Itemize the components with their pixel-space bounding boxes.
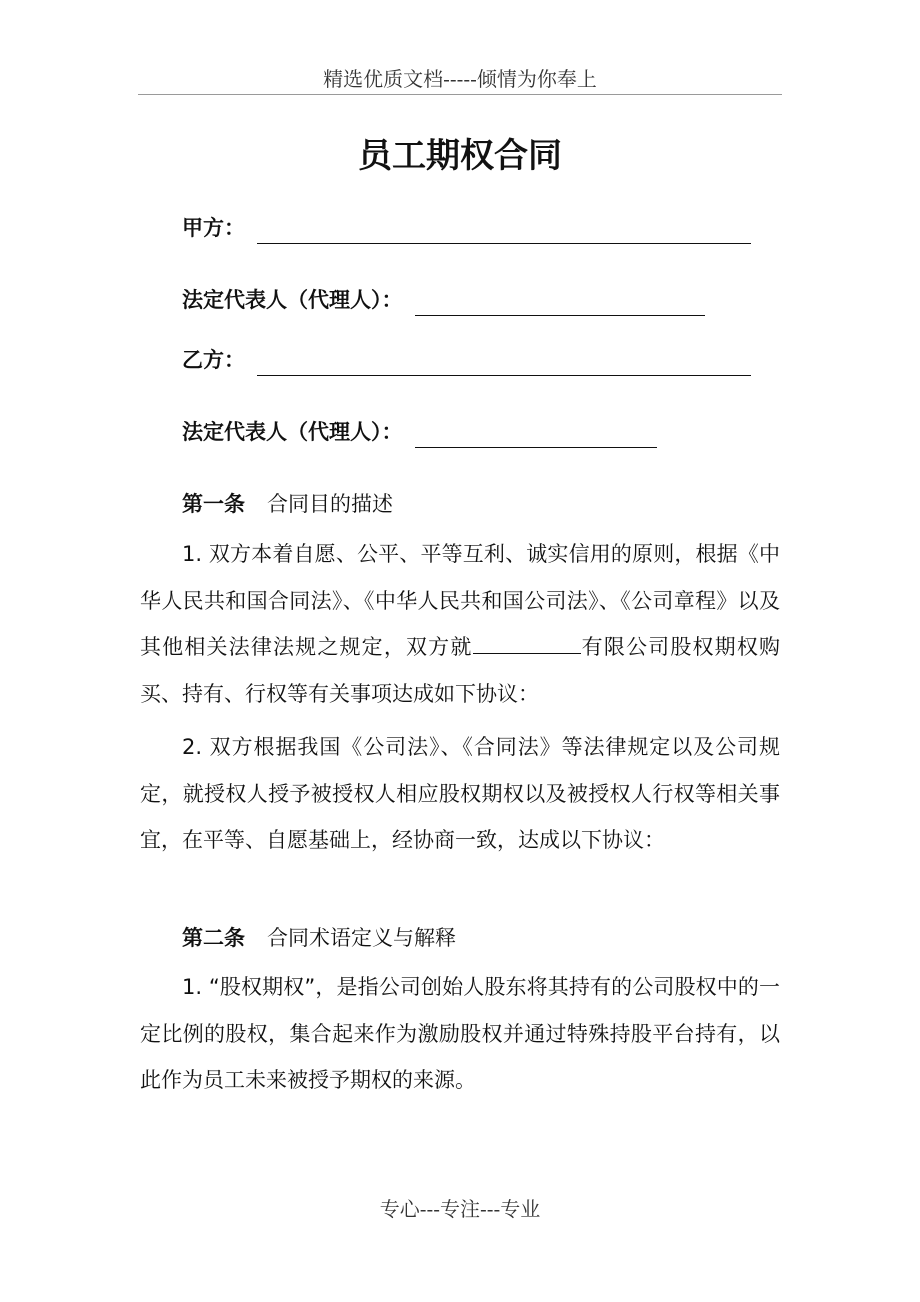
- party-b-rep-blank: [415, 421, 657, 448]
- party-b-rep-label: 法定代表人（代理人）：: [182, 420, 403, 444]
- article-2-title: 合同术语定义与解释: [267, 926, 456, 950]
- page-footer: 专心---专注---专业: [379, 1197, 541, 1221]
- document-title: 员工期权合同: [358, 136, 562, 176]
- header-divider: [138, 94, 782, 95]
- party-b-label: 乙方：: [182, 348, 245, 372]
- party-b-rep-field: [182, 416, 657, 448]
- party-a-label: 甲方：: [182, 216, 245, 240]
- company-name-blank: [473, 631, 581, 654]
- party-a-blank: [257, 217, 751, 244]
- article-1-heading: [182, 488, 393, 520]
- article-1-paragraph-1: [140, 531, 780, 717]
- party-b-blank: [257, 349, 751, 376]
- article-2-heading: [182, 922, 456, 954]
- party-a-rep-blank: [415, 289, 705, 316]
- party-a-field: [182, 212, 751, 244]
- article-2-number: 第二条: [182, 926, 245, 950]
- article-1-paragraph-2: 2. 双方根据我国《公司法》、《合同法》等法律规定以及公司规定，就授权人授予被授权人相应股权期权以及被授权人行权等相关事宜，在平等、自愿基础上，经协商一致，达成以下协议：: [140, 735, 780, 852]
- article-2-paragraph-1: 1. “股权期权”，是指公司创始人股东将其持有的公司股权中的一定比例的股权，集合起来作为激励股权并通过特殊持股平台持有，以此作为员工未来被授予期权的来源。: [140, 975, 780, 1092]
- party-b-field: [182, 344, 751, 376]
- article-1-para-1-text-before: 1. 双方本着自愿、公平、平等互利、诚实信用的原则，根据《中华人民共和国合同法》、《中华人民共和国公司法》、《公司章程》以及其他相关法律法规之规定，双方就: [140, 542, 780, 659]
- page-header: 精选优质文档-----倾情为你奉上: [323, 67, 597, 91]
- party-a-rep-label: 法定代表人（代理人）：: [182, 288, 403, 312]
- article-1-title: 合同目的描述: [267, 492, 393, 516]
- article-1-para-1-text-after: 有限公司股权期权购买、持有、行权等有关事项达成如下协议：: [140, 635, 780, 706]
- article-1-number: 第一条: [182, 492, 245, 516]
- party-a-rep-field: [182, 284, 705, 316]
